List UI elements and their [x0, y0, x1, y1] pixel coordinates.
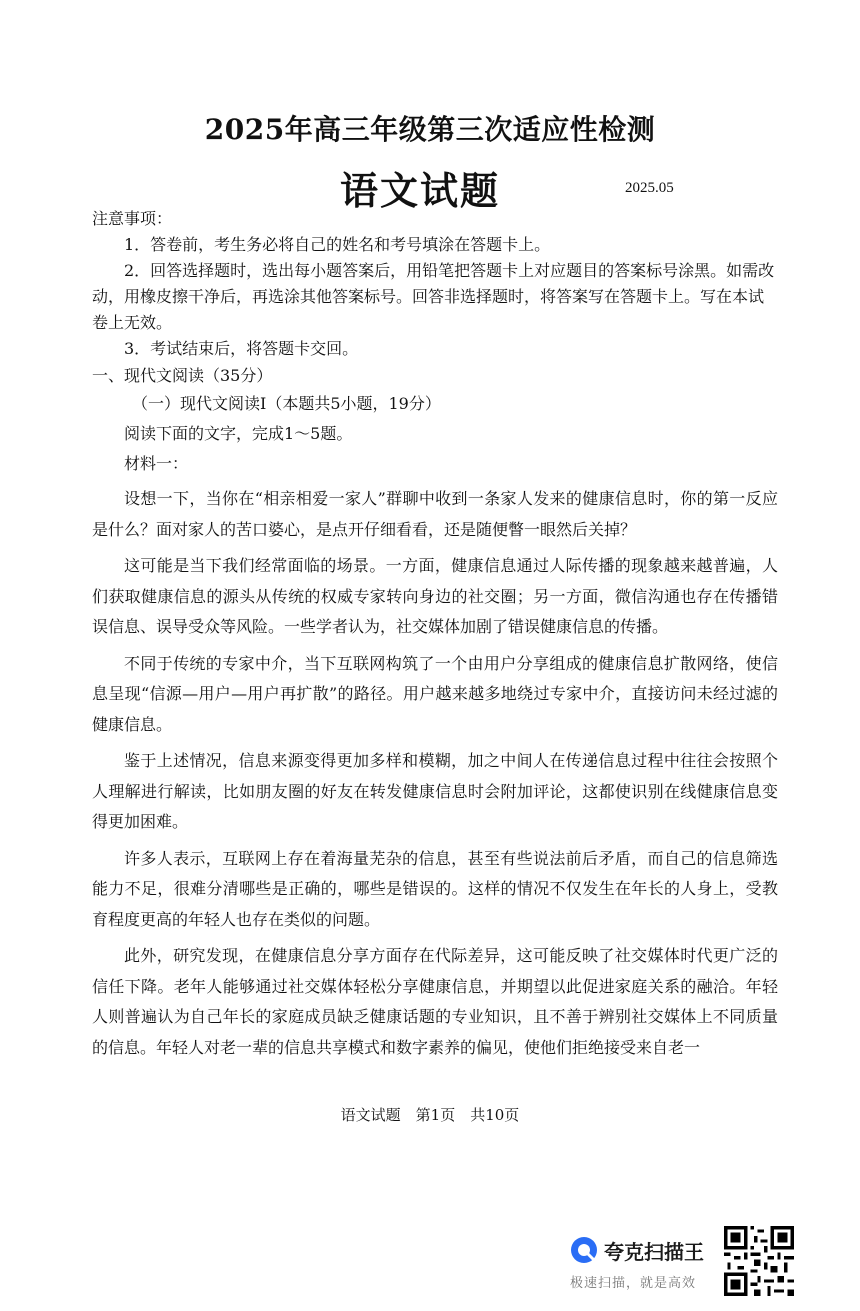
section-subheading: （一）现代文阅读Ⅰ（本题共5小题，19分）	[132, 394, 441, 413]
passage-paragraph: 不同于传统的专家中介，当下互联网构筑了一个由用户分享组成的健康信息扩散网络，使信息呈现“信源—用户—用户再扩散”的路径。用户越来越多地绕过专家中介，直接访问未经过滤的健康信息。	[92, 653, 778, 734]
scanner-watermark	[570, 1232, 720, 1292]
page-footer: 语文试题 第1页 共10页	[340, 1106, 520, 1124]
notice-item: 1．答卷前，考生务必将自己的姓名和考号填涂在答题卡上。	[124, 235, 551, 254]
notice-heading: 注意事项：	[92, 209, 173, 228]
exam-subject: 语文试题	[340, 168, 501, 213]
passage-paragraph: 鉴于上述情况，信息来源变得更加多样和模糊，加之中间人在传递信息过程中往往会按照个人理解进行解读，比如朋友圈的好友在转发健康信息时会附加评论，这都使识别在线健康信息变得更加困难。	[92, 751, 778, 831]
passage-paragraph: 此外，研究发现，在健康信息分享方面存在代际差异，这可能反映了社交媒体时代更广泛的信任下降。老年人能够通过社交媒体轻松分享健康信息，并期望以此促进家庭关系的融洽。年轻人则普遍认为自己年长的家庭成员缺乏健康话题的专业知识，且不善于辨别社交媒体上不同质量的信息。年轻人对老一辈的信息共享模式和数字素养的偏见，使他们拒绝接受来自老一	[92, 946, 778, 1057]
passage-paragraph: 这可能是当下我们经常面临的场景。一方面，健康信息通过人际传播的现象越来越普遍，人们获取健康信息的源头从传统的权威专家转向身边的社交圈；另一方面，微信沟通也存在传播错误信息、误导受众等风险。一些学者认为，社交媒体加剧了错误健康信息的传播。	[92, 556, 778, 636]
passage-body	[92, 484, 778, 1069]
qr-code-icon	[724, 1226, 794, 1296]
material-label: 材料一：	[124, 454, 189, 473]
quark-logo-icon	[570, 1236, 598, 1264]
reading-instruction: 阅读下面的文字，完成1～5题。	[124, 424, 353, 443]
passage-paragraph: 许多人表示，互联网上存在着海量芜杂的信息，甚至有些说法前后矛盾，而自己的信息筛选能力不足，很难分清哪些是正确的，哪些是错误的。这样的情况不仅发生在年长的人身上，受教育程度更高的年轻人也存在类似的问题。	[92, 848, 778, 929]
notice-item: 2．回答选择题时，选出每小题答案后，用铅笔把答题卡上对应题目的答案标号涂黑。如需改动，用橡皮擦干净后，再选涂其他答案标号。回答非选择题时，将答案写在答题卡上。写在本试卷上无效。	[92, 261, 775, 332]
brand-name: 夸克扫描王	[604, 1240, 704, 1264]
exam-title: 2025年高三年级第三次适应性检测	[204, 113, 656, 146]
passage-paragraph: 设想一下，当你在“相亲相爱一家人”群聊中收到一条家人发来的健康信息时，你的第一反应是什么？面对家人的苦口婆心，是点开仔细看看，还是随便瞥一眼然后关掉？	[92, 489, 778, 539]
notice-section	[92, 206, 778, 362]
brand-slogan: 极速扫描，就是高效	[570, 1276, 697, 1291]
exam-date: 2025.05	[625, 180, 674, 196]
notice-item: 3．考试结束后，将答题卡交回。	[124, 339, 359, 358]
section-heading: 一、现代文阅读（35分）	[92, 366, 273, 385]
